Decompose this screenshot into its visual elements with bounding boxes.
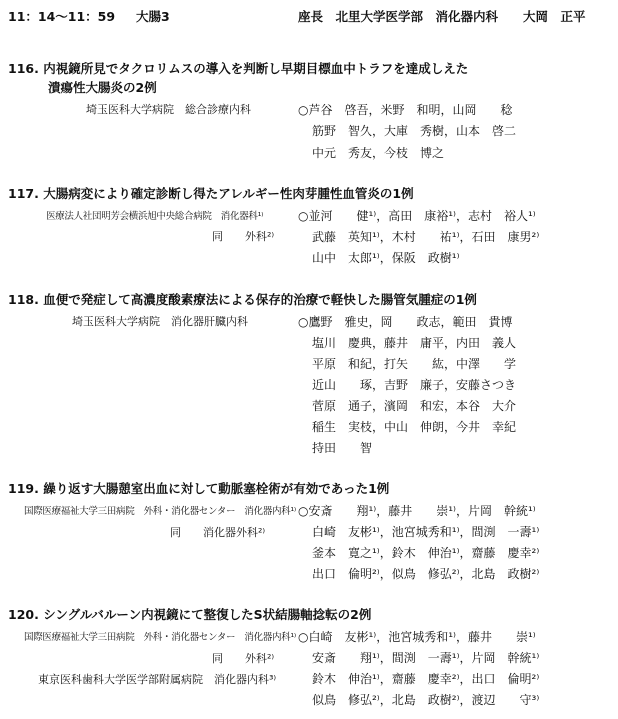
author-line: ○並河 健¹⁾，高田 康裕¹⁾，志村 裕人¹⁾ [298,209,536,223]
author-line: 白崎 友彬¹⁾，池宮城秀和¹⁾，間渕 一壽¹⁾ [312,525,540,539]
entry-title: 118. 血便で発症して高濃度酸素療法による保存的治療で軽快した腸管気腫症の1例 [8,292,477,307]
entry-affiliation: 同 消化器外科²⁾ [170,526,266,539]
author-line: 菅原 通子，濱岡 和宏，本谷 大介 [312,399,517,413]
author-line: 稲生 実枝，中山 伸朗，今井 幸紀 [312,420,517,434]
entry-affiliation: 東京医科歯科大学医学部附属病院 消化器内科³⁾ [38,673,277,686]
entry-title: 117. 大腸病変により確定診断し得たアレルギー性肉芽腫性血管炎の1例 [8,186,414,201]
author-line: 釜本 寛之¹⁾，鈴木 伸治¹⁾，齋藤 慶幸²⁾ [312,546,540,560]
entry-affiliation: 埼玉医科大学病院 消化器肝臓内科 [72,315,248,328]
session-room: 大腸3 [136,9,170,24]
entry-title: 119. 繰り返す大腸憩室出血に対して動脈塞栓術が有効であった1例 [8,481,390,496]
entry-affiliation: 同 外科²⁾ [212,652,275,665]
entry-affiliation: 国際医療福祉大学三田病院 外科・消化器センター 消化器内科¹⁾ [24,632,296,643]
author-line: 鈴木 伸治¹⁾，齋藤 慶幸²⁾，出口 倫明²⁾ [312,672,540,686]
entry-affiliation: 同 外科²⁾ [212,230,275,243]
author-line: 筋野 智久，大庫 秀樹，山本 啓二 [312,124,517,138]
entry-title: 116. 内視鏡所見でタクロリムスの導入を判断し早期目標血中トラフを達成しえた [8,61,469,76]
author-line: 近山 琢，吉野 廉子，安藤さつき [312,378,517,392]
author-line: 平原 和紀，打矢 紘，中澤 学 [312,357,517,371]
entry-affiliation: 医療法人社団明芳会横浜旭中央総合病院 消化器科¹⁾ [46,211,264,222]
session-time: 11：14～11：59 [8,9,116,24]
author-line: 出口 倫明²⁾，似鳥 修弘²⁾，北島 政樹²⁾ [312,567,540,581]
author-line: 山中 太郎¹⁾，保阪 政樹¹⁾ [312,251,460,265]
author-line: 塩川 慶典，藤井 庸平，内田 義人 [312,336,517,350]
author-line: 武藤 英知¹⁾，木村 祐¹⁾，石田 康男²⁾ [312,230,540,244]
session-chair: 座長 北里大学医学部 消化器内科 大岡 正平 [298,9,586,24]
entry-title: 120. シングルバルーン内視鏡にて整復したS状結腸軸捻転の2例 [8,607,372,622]
author-line: 持田 智 [312,441,373,455]
author-line: 似鳥 修弘²⁾，北島 政樹²⁾，渡辺 守³⁾ [312,693,540,707]
entry-affiliation: 埼玉医科大学病院 総合診療内科 [86,103,251,116]
author-line: 中元 秀友，今枝 博之 [312,146,445,160]
author-line: ○白崎 友彬¹⁾，池宮城秀和¹⁾，藤井 崇¹⁾ [298,630,536,644]
author-line: ○安斎 翔¹⁾，藤井 崇¹⁾，片岡 幹統¹⁾ [298,504,536,518]
author-line: ○鷹野 雅史，岡 政志，範田 貴博 [298,315,513,329]
entry-affiliation: 国際医療福祉大学三田病院 外科・消化器センター 消化器内科¹⁾ [24,506,296,517]
entry-title: 潰瘍性大腸炎の2例 [48,80,157,95]
author-line: ○芦谷 啓吾，米野 和明，山岡 稔 [298,103,513,117]
author-line: 安斎 翔¹⁾，間渕 一壽¹⁾，片岡 幹統¹⁾ [312,651,540,665]
